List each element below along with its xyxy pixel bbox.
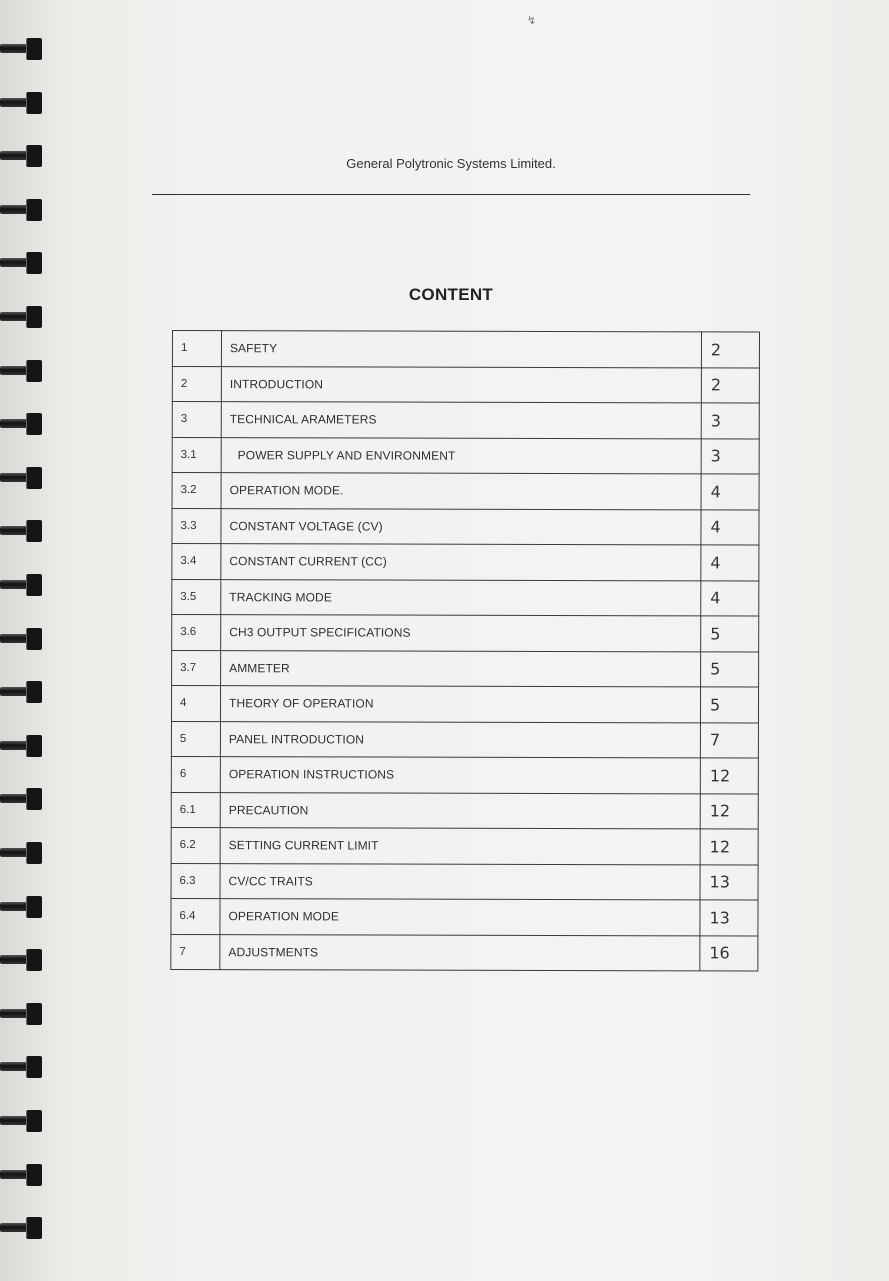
spiral-coil — [0, 681, 48, 703]
toc-row — [172, 615, 759, 652]
toc-section-number: 2 — [172, 366, 221, 402]
toc-section-title: THEORY OF OPERATION — [220, 686, 700, 723]
toc-row — [172, 402, 759, 439]
spiral-coil — [0, 252, 48, 274]
toc-section-number: 6.4 — [171, 898, 220, 934]
company-header: General Polytronic Systems Limited. — [346, 156, 556, 171]
toc-row — [172, 331, 759, 368]
toc-section-number: 6.2 — [171, 827, 220, 863]
toc-section-title: AMMETER — [221, 650, 701, 687]
spiral-coil — [0, 360, 48, 382]
spiral-coil — [0, 1217, 48, 1239]
spiral-coil — [0, 38, 48, 60]
toc-section-title: TECHNICAL ARAMETERS — [221, 402, 701, 439]
toc-row — [171, 863, 758, 900]
spiral-coil — [0, 628, 48, 650]
toc-section-title: CH3 OUTPUT SPECIFICATIONS — [221, 615, 701, 652]
toc-row — [171, 686, 758, 723]
spiral-coil — [0, 1003, 48, 1025]
toc-section-title: CV/CC TRAITS — [220, 863, 700, 900]
spiral-coil — [0, 1056, 48, 1078]
toc-section-number: 7 — [171, 934, 220, 970]
toc-section-number: 4 — [171, 686, 220, 722]
spiral-coil — [0, 735, 48, 757]
toc-page-number: 13 — [700, 864, 758, 900]
spiral-binding — [0, 30, 60, 1270]
spiral-coil — [0, 1164, 48, 1186]
toc-section-title: OPERATION MODE — [220, 899, 700, 936]
toc-row — [172, 544, 759, 581]
toc-page-number: 2 — [701, 367, 759, 403]
spiral-coil — [0, 842, 48, 864]
spiral-coil — [0, 467, 48, 489]
toc-section-number: 6.3 — [171, 863, 220, 899]
toc-section-title: TRACKING MODE — [221, 579, 701, 616]
toc-section-title: INTRODUCTION — [221, 366, 701, 403]
toc-page-number: 5 — [700, 687, 758, 723]
toc-section-title: CONSTANT VOLTAGE (CV) — [221, 508, 701, 545]
toc-page-number: 4 — [701, 545, 759, 581]
toc-row — [172, 437, 759, 474]
spiral-coil — [0, 1110, 48, 1132]
spiral-coil — [0, 145, 48, 167]
toc-row — [172, 366, 759, 403]
toc-section-number: 3.5 — [172, 579, 221, 615]
spiral-coil — [0, 574, 48, 596]
toc-row — [172, 508, 759, 545]
toc-page-number: 3 — [701, 438, 759, 474]
toc-row — [171, 827, 758, 864]
toc-section-number: 6 — [171, 756, 220, 792]
toc-section-number: 3.7 — [172, 650, 221, 686]
toc-row — [172, 473, 759, 510]
toc-section-number: 3 — [172, 402, 221, 438]
toc-page-number: 5 — [701, 651, 759, 687]
toc-page-number: 5 — [701, 616, 759, 652]
toc-row — [171, 934, 758, 971]
toc-row — [172, 579, 759, 616]
toc-page-number: 2 — [701, 332, 759, 368]
toc-section-title: OPERATION MODE. — [221, 473, 701, 510]
toc-section-number: 3.2 — [172, 473, 221, 509]
toc-page-number: 12 — [700, 793, 758, 829]
spiral-coil — [0, 306, 48, 328]
toc-section-title: PANEL INTRODUCTION — [220, 721, 700, 758]
toc-page-number: 3 — [701, 403, 759, 439]
toc-section-number: 5 — [171, 721, 220, 757]
toc-section-title: OPERATION INSTRUCTIONS — [220, 757, 700, 794]
page-smudge: ↯ — [527, 15, 537, 27]
toc-section-title: SAFETY — [221, 331, 701, 368]
toc-section-number: 3.3 — [172, 508, 221, 544]
toc-page-number: 4 — [701, 509, 759, 545]
toc-section-number: 3.1 — [172, 437, 221, 473]
toc-page-number: 7 — [700, 722, 758, 758]
toc-page-number: 12 — [700, 829, 758, 865]
spiral-coil — [0, 413, 48, 435]
toc-section-title: PRECAUTION — [220, 792, 700, 829]
content-title: CONTENT — [408, 285, 494, 304]
toc-section-title: CONSTANT CURRENT (CC) — [221, 544, 701, 581]
toc-page-number: 16 — [700, 935, 758, 971]
spiral-coil — [0, 92, 48, 114]
toc-page-number: 4 — [701, 580, 759, 616]
spiral-coil — [0, 896, 48, 918]
toc-section-number: 1 — [172, 331, 221, 367]
toc-row — [171, 898, 758, 935]
toc-page-number: 12 — [700, 758, 758, 794]
toc-section-number: 6.1 — [171, 792, 220, 828]
toc-section-title: SETTING CURRENT LIMIT — [220, 828, 700, 865]
spiral-coil — [0, 199, 48, 221]
table-of-contents — [170, 330, 760, 972]
toc-page-number: 13 — [700, 900, 758, 936]
toc-row — [171, 792, 758, 829]
header-rule — [152, 194, 750, 195]
toc-page-number: 4 — [701, 474, 759, 510]
toc-section-title: ADJUSTMENTS — [220, 934, 700, 971]
spiral-coil — [0, 520, 48, 542]
spiral-coil — [0, 788, 48, 810]
toc-row — [171, 756, 758, 793]
toc-row — [171, 721, 758, 758]
spiral-coil — [0, 949, 48, 971]
toc-section-title: POWER SUPPLY AND ENVIRONMENT — [221, 437, 701, 474]
toc-section-number: 3.6 — [172, 615, 221, 651]
toc-section-number: 3.4 — [172, 544, 221, 580]
toc-row — [172, 650, 759, 687]
